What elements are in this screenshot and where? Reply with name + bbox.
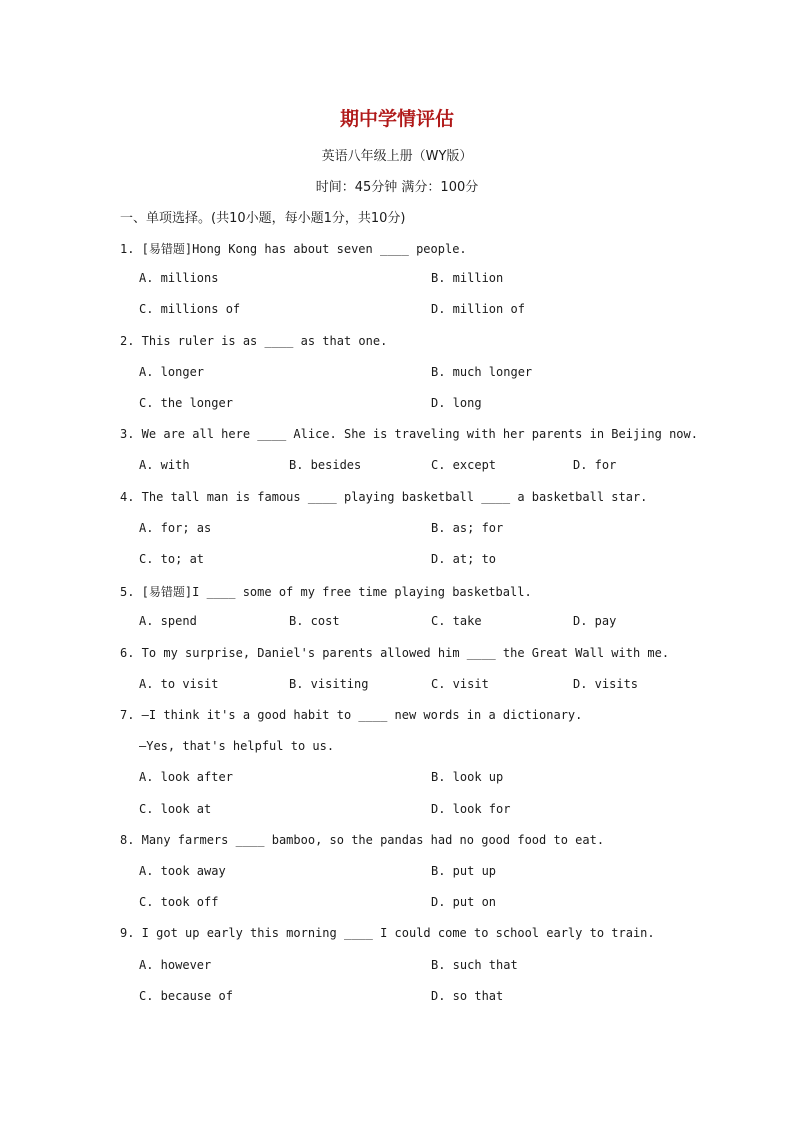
question-6-stem: 6. To my surprise, Daniel's parents allowed him ____ the Great Wall with me. — [120, 646, 670, 660]
q8-option-c: C. took off — [139, 895, 219, 909]
q2-option-d: D. long — [431, 396, 482, 410]
question-7-stem: 7. —I think it's a good habit to ____ new words in a dictionary. — [120, 708, 583, 722]
q3-option-c: C. except — [431, 458, 497, 472]
q1-option-d: D. million of — [431, 302, 525, 316]
q9-option-d: D. so that — [431, 989, 504, 1003]
question-9-stem: 9. I got up early this morning ____ I could come to school early to train. — [120, 926, 655, 940]
q3-option-a: A. with — [139, 458, 190, 472]
question-3-stem: 3. We are all here ____ Alice. She is traveling with her parents in Beijing now. — [120, 427, 698, 441]
q5-option-a: A. spend — [139, 614, 197, 628]
q6-option-c: C. visit — [431, 677, 489, 691]
q2-option-b: B. much longer — [431, 365, 533, 379]
question-2-stem: 2. This ruler is as ____ as that one. — [120, 334, 388, 348]
q1-option-b: B. million — [431, 271, 504, 285]
q8-option-a: A. took away — [139, 864, 226, 878]
q9-option-c: C. because of — [139, 989, 233, 1003]
q9-option-b: B. such that — [431, 958, 518, 972]
q4-option-b: B. as; for — [431, 521, 504, 535]
q9-option-a: A. however — [139, 958, 212, 972]
q6-option-d: D. visits — [573, 677, 639, 691]
q7-option-a: A. look after — [139, 770, 233, 784]
q6-option-a: A. to visit — [139, 677, 219, 691]
q5-option-d: D. pay — [573, 614, 617, 628]
question-1-stem: 1. [易错题]Hong Kong has about seven ____ people. — [120, 242, 467, 256]
question-5-stem: 5. [易错题]I ____ some of my free time playing basketball. — [120, 585, 532, 599]
q4-option-a: A. for; as — [139, 521, 212, 535]
question-4-stem: 4. The tall man is famous ____ playing basketball ____ a basketball star. — [120, 490, 648, 504]
q4-option-c: C. to; at — [139, 552, 205, 566]
q8-option-b: B. put up — [431, 864, 497, 878]
question-7-reply: —Yes, that's helpful to us. — [139, 739, 335, 753]
q1-option-a: A. millions — [139, 271, 219, 285]
q3-option-b: B. besides — [289, 458, 362, 472]
q5-option-b: B. cost — [289, 614, 340, 628]
q5-option-c: C. take — [431, 614, 482, 628]
q1-option-c: C. millions of — [139, 302, 241, 316]
question-8-stem: 8. Many farmers ____ bamboo, so the pandas had no good food to eat. — [120, 833, 605, 847]
q8-option-d: D. put on — [431, 895, 497, 909]
q2-option-a: A. longer — [139, 365, 205, 379]
exam-title: 期中学情评估 — [339, 108, 454, 130]
q7-option-b: B. look up — [431, 770, 504, 784]
q4-option-d: D. at; to — [431, 552, 497, 566]
q2-option-c: C. the longer — [139, 396, 233, 410]
section-heading: 一、单项选择。(共10小题，每小题1分，共10分) — [120, 211, 406, 226]
exam-subtitle: 英语八年级上册（WY版） — [321, 149, 473, 164]
q7-option-c: C. look at — [139, 802, 212, 816]
q6-option-b: B. visiting — [289, 677, 369, 691]
q7-option-d: D. look for — [431, 802, 511, 816]
exam-time-score: 时间：45分钟 满分：100分 — [315, 180, 479, 195]
q3-option-d: D. for — [573, 458, 617, 472]
